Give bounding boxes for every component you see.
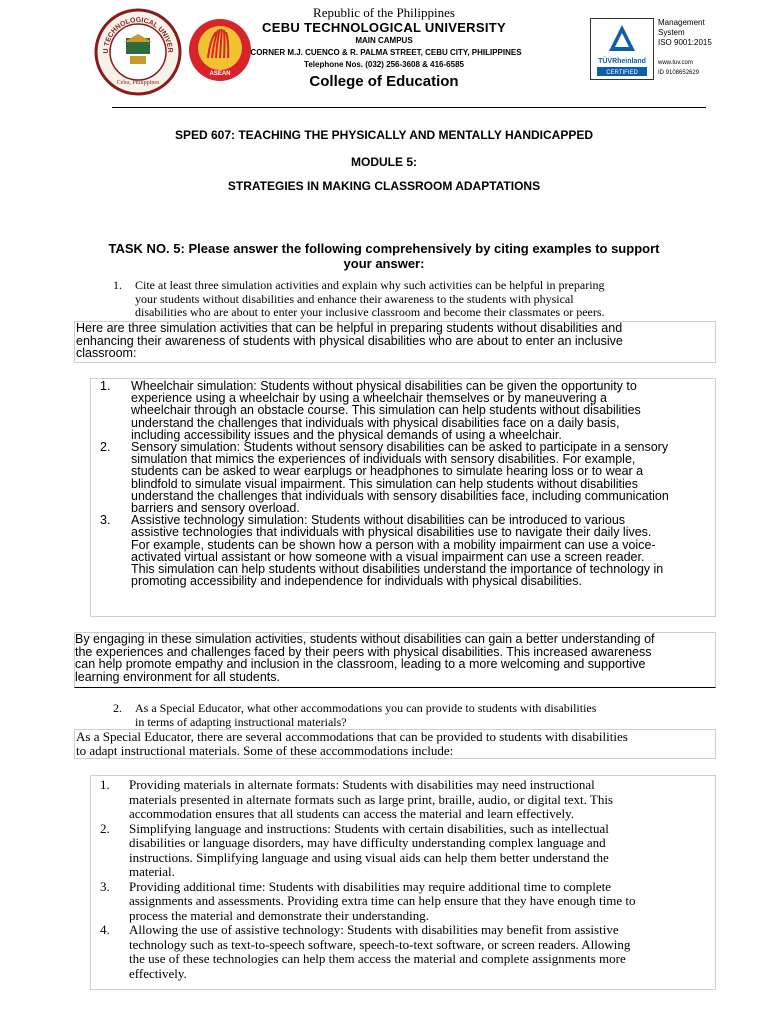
course-title: SPED 607: TEACHING THE PHYSICALLY AND MENTALLY HANDICAPPED (174, 128, 594, 142)
list-item-line: blindfold to simulate visual impairment. This simulation can help students without disabilities (131, 476, 638, 491)
answer-2-intro (74, 729, 716, 759)
cert-line-iso: ISO 9001:2015 (658, 38, 712, 47)
list-item-line: process the material and demonstrate their understanding. (129, 907, 429, 923)
list-item-line: Providing additional time: Students with disabilities may require additional time to complete (129, 878, 612, 894)
list-item-line: Wheelchair simulation: Students without physical disabilities can be given the opportunity to (131, 379, 637, 393)
list-item-line: material. (129, 864, 175, 879)
list-item-line: disabilities or language disorders, may have difficulty understanding complex language and (129, 835, 606, 850)
answer-2-list (90, 775, 716, 990)
list-item-number: 4. (100, 922, 110, 937)
list-item-number: 2. (100, 820, 110, 836)
list-item-line: including accessibility issues and the physical demands of using a wheelchair. (131, 427, 562, 442)
answer-1-conclusion (74, 632, 716, 688)
list-item (91, 441, 715, 514)
list-item-line: assignments and assessments. Providing extra time can help ensure that they have enough time to (129, 893, 636, 908)
tuv-certification-logo (590, 18, 654, 80)
list-item-line: promoting accessibility and independence for individuals with physical disabilities. (131, 574, 582, 589)
conclusion-line: learning environment for all students. (75, 669, 280, 684)
question-1 (113, 279, 713, 320)
telephone-line: Telephone Nos. (032) 256-3608 & 416-6585 (304, 60, 464, 69)
cert-line-url: www.tuv.com (658, 60, 693, 66)
college-name: College of Education (309, 73, 459, 90)
list-item-line: Providing materials in alternate formats: Students with disabilities may need instructional (129, 777, 595, 792)
answer-2-intro-line: As a Special Educator, there are several accommodations that can be provided to students with disabilities (76, 729, 628, 744)
list-item-line: activated virtual assistant or how someone with a visual impairment can use a screen reader. (131, 549, 645, 564)
answer-1-intro-line: Here are three simulation activities that can be helpful in preparing students without disabilities and (76, 321, 623, 335)
list-item-line: For example, students can be shown how a person with a mobility impairment can use a voice- (131, 537, 656, 552)
list-item (91, 822, 715, 880)
list-item-line: experience using a wheelchair by using a wheelchair themselves or by maneuvering a (131, 391, 607, 406)
list-item (91, 923, 715, 981)
list-item-number: 2. (100, 440, 111, 455)
list-item-line: Simplifying language and instructions: Students with certain disabilities, such as intellectual (129, 820, 609, 836)
answer-2-intro-line: to adapt instructional materials. Some of these accommodations include: (76, 743, 454, 758)
list-item-line: Assistive technology simulation: Students without disabilities can be introduced to various (131, 513, 626, 528)
cert-line-management: Management (658, 18, 705, 27)
list-item-line: accommodation ensures that all students can access the material and learn effectively. (129, 806, 575, 821)
question-1-line: Cite at least three simulation activities and explain why such activities can be helpful in preparing (135, 278, 605, 292)
iso-certification-text (658, 18, 718, 78)
question-1-line: your students without disabilities and enhance their awareness to the students with physical (135, 291, 574, 306)
question-1-number: 1. (113, 278, 122, 292)
list-item-number: 1. (100, 379, 111, 393)
conclusion-line: the experiences and challenges faced by their peers with physical disabilities. This increased awareness (75, 644, 652, 659)
task-line-1: TASK NO. 5: Please answer the following comprehensively by citing examples to support (108, 241, 660, 256)
list-item-number: 3. (100, 878, 110, 894)
list-item-line: Allowing the use of assistive technology: Students with disabilities may benefit from assistive (129, 922, 619, 937)
module-number: MODULE 5: (351, 155, 417, 169)
question-2-line: in terms of adapting instructional materials? (135, 714, 347, 729)
conclusion-line: By engaging in these simulation activities, students without disabilities can gain a better understanding of (75, 632, 655, 646)
list-item-line: assistive technologies that individuals with physical disabilities use to navigate their daily lives. (131, 525, 652, 540)
list-item (91, 778, 715, 822)
cert-line-system: System (658, 28, 685, 37)
list-item-line: wheelchair through an obstacle course. This simulation can help students without disabilities (131, 403, 641, 418)
task-instructions (0, 241, 768, 271)
question-2-number: 2. (113, 701, 122, 715)
tuv-certified: CERTIFIED (606, 70, 638, 76)
asean-label: ASEAN (209, 71, 231, 77)
answer-1-intro (74, 321, 716, 363)
list-item (91, 880, 715, 924)
question-2-line: As a Special Educator, what other accommodations you can provide to students with disabilities (135, 701, 597, 715)
list-item-line: instructions. Simplifying language and using visual aids can help them better understand the (129, 849, 609, 865)
list-item-line: simulation that mimics the experiences of individuals with sensory disabilities. For example, (131, 452, 636, 467)
list-item-line: This simulation can help students without disabilities understand the importance of technology in (131, 562, 664, 577)
answer-1-intro-line: classroom: (76, 346, 137, 361)
campus-line: MAIN CAMPUS (355, 36, 413, 45)
tuv-brand: TÜVRheinland (598, 58, 646, 65)
list-item-number: 1. (100, 777, 110, 792)
list-item-line: materials presented in alternate formats such as large print, braille, audio, or digital text. This (129, 791, 613, 807)
module-title: STRATEGIES IN MAKING CLASSROOM ADAPTATIONS (227, 179, 541, 193)
list-item-line: the use of these technologies can help them access the material and complete assignments more (129, 951, 626, 966)
list-item-number: 3. (100, 513, 111, 528)
university-name: CEBU TECHNOLOGICAL UNIVERSITY (262, 20, 506, 35)
list-item (91, 514, 715, 587)
conclusion-line: can help promote empathy and inclusion in the classroom, leading to a more welcoming and supportive (75, 657, 646, 672)
address-line: CORNER M.J. CUENCO & R. PALMA STREET, CEBU CITY, PHILIPPINES (250, 48, 522, 57)
seal-bottom-text: Cebu, Philippines (116, 80, 160, 86)
task-line-2: your answer: (343, 256, 425, 271)
list-item (91, 380, 715, 441)
list-item-line: technology such as text-to-speech software, speech-to-text software, or screen readers. Allowing (129, 936, 631, 952)
question-2 (113, 702, 713, 729)
republic-line: Republic of the Philippines (313, 5, 455, 20)
list-item-line: barriers and sensory overload. (131, 501, 300, 516)
list-item-line: Sensory simulation: Students without sensory disabilities can be asked to participate in a sensory (131, 440, 669, 455)
answer-1-list (90, 378, 716, 617)
list-item-line: understand the challenges that individuals with physical disabilities face on a daily basis, (131, 415, 620, 430)
seal-arc-text: U TECHNOLOGICAL UNIVER (102, 16, 174, 54)
header-divider (112, 107, 706, 108)
question-1-line: disabilities who are about to enter your inclusive classroom and become their classmates or peers. (135, 305, 605, 319)
answer-1-intro-line: enhancing their awareness of students with physical disabilities who are about to enter an inclusive (76, 333, 623, 348)
list-item-line: effectively. (129, 965, 187, 981)
list-item-line: understand the challenges that individuals with sensory disabilities face, including communication (131, 488, 669, 503)
list-item-line: students can be asked to wear earplugs or headphones to simulate hearing loss or to wear a (131, 464, 644, 479)
cert-line-id: ID 9108652629 (658, 70, 700, 76)
